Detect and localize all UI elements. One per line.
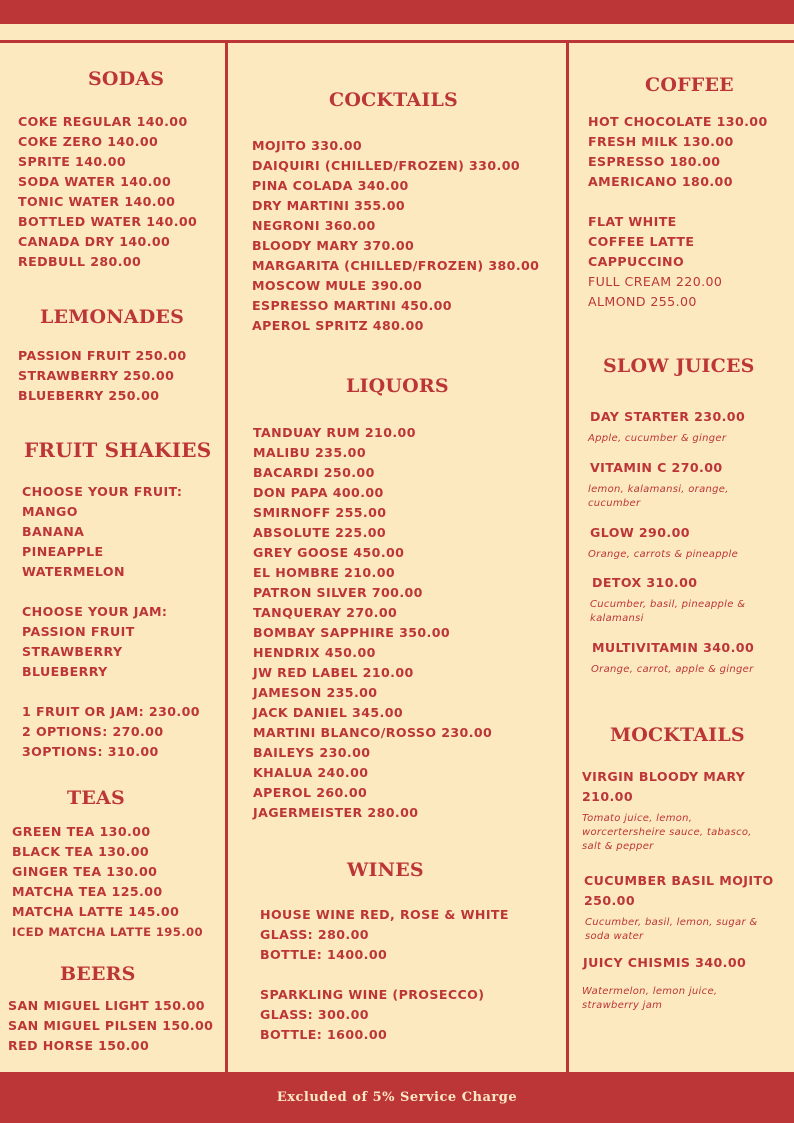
menu-item: SPRITE 140.00 <box>18 154 127 169</box>
menu-item: AMERICANO 180.00 <box>588 174 733 189</box>
column-divider-right <box>566 40 569 1074</box>
lemonades-heading: LEMONADES <box>40 306 185 328</box>
menu-item: PINA COLADA 340.00 <box>252 178 409 193</box>
menu-item: TANQUERAY 270.00 <box>253 605 398 620</box>
fruit-shakies-list <box>22 482 200 762</box>
footer-banner <box>0 1072 794 1123</box>
menu-item: PASSION FRUIT <box>22 624 135 639</box>
fruit-shakies-heading: FRUIT SHAKIES <box>24 438 212 462</box>
mocktail-name: JUICY CHISMIS 340.00 <box>583 955 747 970</box>
menu-item: STRAWBERRY 250.00 <box>18 368 175 383</box>
menu-item: ESPRESSO 180.00 <box>588 154 721 169</box>
menu-item: COKE ZERO 140.00 <box>18 134 159 149</box>
menu-item: GREY GOOSE 450.00 <box>253 545 405 560</box>
menu-item: HENDRIX 450.00 <box>253 645 376 660</box>
lemonades-list <box>18 346 187 406</box>
menu-item: SAN MIGUEL LIGHT 150.00 <box>8 998 205 1013</box>
column-divider-left <box>225 40 228 1074</box>
wines-list <box>260 905 509 1045</box>
menu-item: JW RED LABEL 210.00 <box>253 665 414 680</box>
menu-item: MARGARITA (CHILLED/FROZEN) 380.00 <box>252 258 540 273</box>
menu-item: PATRON SILVER 700.00 <box>253 585 423 600</box>
mocktail-description: Watermelon, lemon juice, strawberry jam <box>582 986 718 1011</box>
menu-item: PASSION FRUIT 250.00 <box>18 348 187 363</box>
menu-item: DON PAPA 400.00 <box>253 485 384 500</box>
menu-item: BAILEYS 230.00 <box>253 745 371 760</box>
menu-item: SODA WATER 140.00 <box>18 174 172 189</box>
menu-item: BLUEBERRY <box>22 664 108 679</box>
liquors-list <box>253 423 492 823</box>
top-divider <box>0 40 794 43</box>
beers-heading: BEERS <box>60 963 136 985</box>
menu-item: FRESH MILK 130.00 <box>588 134 734 149</box>
menu-item: MALIBU 235.00 <box>253 445 366 460</box>
menu-item: ICED MATCHA LATTE 195.00 <box>12 925 203 939</box>
juice-name: DETOX 310.00 <box>592 575 698 590</box>
juice-description: Orange, carrots & pineapple <box>588 549 739 560</box>
menu-item: NEGRONI 360.00 <box>252 218 376 233</box>
cocktails-heading: COCKTAILS <box>329 89 458 111</box>
menu-item: GLASS: 300.00 <box>260 1007 369 1022</box>
price-option: 2 OPTIONS: 270.00 <box>22 724 164 739</box>
mocktail-price: 250.00 <box>584 893 635 908</box>
menu-item: REDBULL 280.00 <box>18 254 142 269</box>
mocktails-heading: MOCKTAILS <box>610 724 745 746</box>
menu-item: MOJITO 330.00 <box>252 138 363 153</box>
menu-item: ESPRESSO MARTINI 450.00 <box>252 298 452 313</box>
cocktails-list <box>252 136 539 336</box>
menu-item: SMIRNOFF 255.00 <box>253 505 387 520</box>
menu-item: JAGERMEISTER 280.00 <box>253 805 419 820</box>
top-banner <box>0 0 794 24</box>
menu-item: PINEAPPLE <box>22 544 104 559</box>
menu-item: BACARDI 250.00 <box>253 465 375 480</box>
juice-description: lemon, kalamansi, orange, cucumber <box>588 484 729 509</box>
menu-item: BOTTLE: 1600.00 <box>260 1027 388 1042</box>
mocktail-name: CUCUMBER BASIL MOJITO <box>584 873 774 888</box>
juice-name: VITAMIN C 270.00 <box>590 460 723 475</box>
price-option: 3OPTIONS: 310.00 <box>22 744 159 759</box>
menu-item: HOT CHOCOLATE 130.00 <box>588 114 768 129</box>
menu-item: GINGER TEA 130.00 <box>12 864 158 879</box>
menu-item: MATCHA TEA 125.00 <box>12 884 163 899</box>
mocktail-name: VIRGIN BLOODY MARY <box>582 769 746 784</box>
menu-item: CANADA DRY 140.00 <box>18 234 171 249</box>
juice-name: GLOW 290.00 <box>590 525 690 540</box>
menu-item: JACK DANIEL 345.00 <box>253 705 404 720</box>
menu-item: TONIC WATER 140.00 <box>18 194 176 209</box>
menu-item: JAMESON 235.00 <box>253 685 378 700</box>
menu-item: CAPPUCCINO <box>588 254 685 269</box>
jam-label: CHOOSE YOUR JAM: <box>22 604 168 619</box>
menu-item: TANDUAY RUM 210.00 <box>253 425 416 440</box>
beers-list <box>8 996 213 1056</box>
juice-description: Apple, cucumber & ginger <box>588 433 727 444</box>
service-charge-note: Excluded of 5% Service Charge <box>276 1090 518 1105</box>
menu-item: MARTINI BLANCO/ROSSO 230.00 <box>253 725 493 740</box>
menu-item: BOMBAY SAPPHIRE 350.00 <box>253 625 451 640</box>
sodas-heading: SODAS <box>88 68 165 90</box>
menu-item: DAIQUIRI (CHILLED/FROZEN) 330.00 <box>252 158 521 173</box>
menu-item: BLACK TEA 130.00 <box>12 844 150 859</box>
menu-item: SPARKLING WINE (PROSECCO) <box>260 987 485 1002</box>
menu-item: BLOODY MARY 370.00 <box>252 238 415 253</box>
menu-item: KHALUA 240.00 <box>253 765 369 780</box>
juice-name: DAY STARTER 230.00 <box>590 409 746 424</box>
menu-item: GREEN TEA 130.00 <box>12 824 151 839</box>
menu-item: FLAT WHITE <box>588 214 677 229</box>
milk-option: FULL CREAM 220.00 <box>588 274 723 289</box>
coffee-list <box>588 112 768 312</box>
menu-item: APEROL SPRITZ 480.00 <box>252 318 424 333</box>
milk-option: ALMOND 255.00 <box>588 294 697 309</box>
menu-item: RED HORSE 150.00 <box>8 1038 150 1053</box>
menu-item: BLUEBERRY 250.00 <box>18 388 160 403</box>
fruit-label: CHOOSE YOUR FRUIT: <box>22 484 183 499</box>
coffee-heading: COFFEE <box>645 74 734 96</box>
teas-heading: TEAS <box>67 787 125 809</box>
mocktail-description: Cucumber, basil, lemon, sugar & soda water <box>585 917 758 942</box>
menu-item: DRY MARTINI 355.00 <box>252 198 406 213</box>
menu-item: SAN MIGUEL PILSEN 150.00 <box>8 1018 214 1033</box>
menu-item: STRAWBERRY <box>22 644 123 659</box>
teas-list <box>12 822 203 942</box>
price-option: 1 FRUIT OR JAM: 230.00 <box>22 704 200 719</box>
menu-item: EL HOMBRE 210.00 <box>253 565 396 580</box>
menu-item: WATERMELON <box>22 564 125 579</box>
slow-juices-heading: SLOW JUICES <box>603 355 755 377</box>
juice-description: Cucumber, basil, pineapple & kalamansi <box>590 599 746 624</box>
mocktail-price: 210.00 <box>582 789 633 804</box>
menu-item: ABSOLUTE 225.00 <box>253 525 387 540</box>
menu-item: MANGO <box>22 504 78 519</box>
menu-item: HOUSE WINE RED, ROSE & WHITE <box>260 907 509 922</box>
menu-item: COFFEE LATTE <box>588 234 695 249</box>
wines-heading: WINES <box>347 859 424 881</box>
menu-item: COKE REGULAR 140.00 <box>18 114 188 129</box>
menu-item: BOTTLED WATER 140.00 <box>18 214 198 229</box>
menu-item: BANANA <box>22 524 85 539</box>
menu-item: BOTTLE: 1400.00 <box>260 947 388 962</box>
menu-item: MATCHA LATTE 145.00 <box>12 904 180 919</box>
menu-item: MOSCOW MULE 390.00 <box>252 278 423 293</box>
sodas-list <box>18 112 197 272</box>
juice-name: MULTIVITAMIN 340.00 <box>592 640 755 655</box>
mocktail-description: Tomato juice, lemon, worcertersheire sauce, tabasco, salt & pepper <box>582 813 752 852</box>
juice-description: Orange, carrot, apple & ginger <box>591 664 754 675</box>
liquors-heading: LIQUORS <box>346 375 449 397</box>
menu-item: APEROL 260.00 <box>253 785 368 800</box>
menu-item: GLASS: 280.00 <box>260 927 369 942</box>
